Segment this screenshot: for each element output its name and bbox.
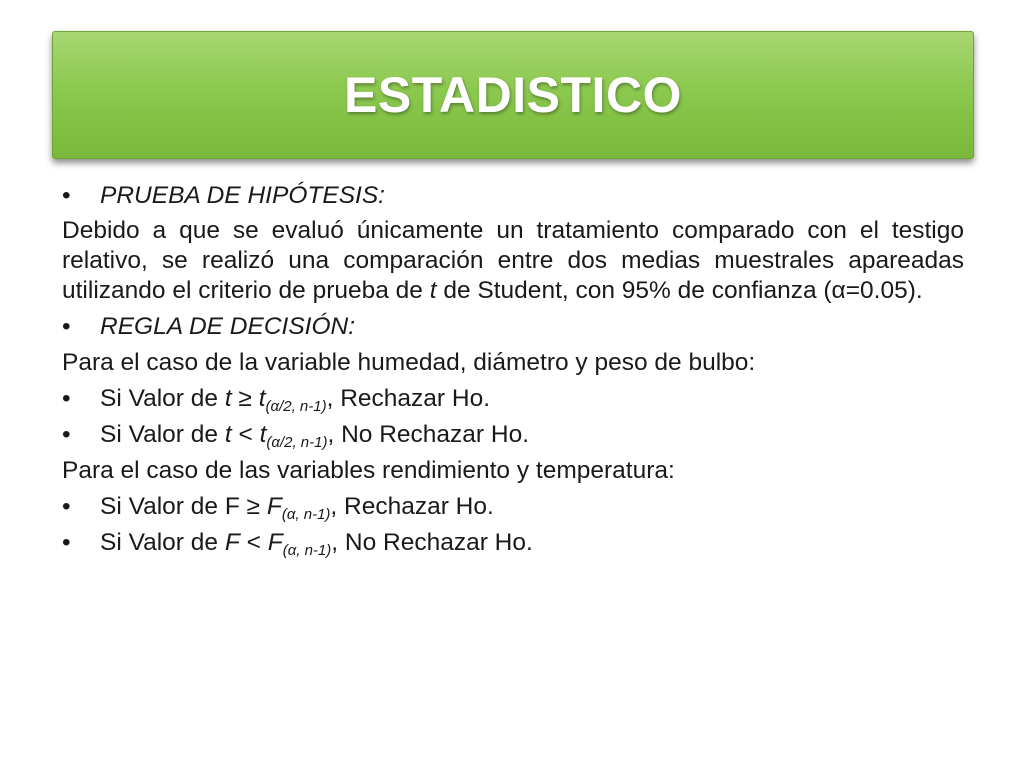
paragraph-variable: t (429, 277, 437, 304)
title-banner (52, 31, 974, 159)
rule-item (62, 383, 964, 414)
case-text: Para el caso de las variables rendimiento y temperatura: (62, 457, 675, 484)
hypothesis-paragraph (62, 216, 964, 306)
bullet-icon: • (62, 385, 71, 412)
slide-body (62, 180, 964, 563)
bullet-decision-heading (62, 311, 964, 342)
rule-text: Si Valor de $F \ge F_{(\alpha, n-1)}$, Rechazar Ho. (100, 493, 494, 523)
rule-item (62, 527, 964, 558)
bullet-icon: • (62, 529, 71, 556)
paragraph-text-end: de Student, con 95% de confianza (α=0.05). (436, 277, 923, 304)
section-heading: PRUEBA DE HIPÓTESIS: (100, 182, 385, 209)
rule-text: Si Valor de $t \ge t_{(\alpha/2, n-1)}$, Rechazar Ho. (100, 385, 491, 415)
bullet-icon: • (62, 313, 71, 340)
bullet-icon: • (62, 493, 71, 520)
paragraph-text-start: Debido a que se evaluó únicamente un tratamiento comparado con el testigo relativo, se realizó una comparación entre dos medias muestrales apareadas utilizando el criterio de prueba de (62, 217, 964, 304)
bullet-icon: • (62, 182, 71, 209)
rule-item (62, 419, 964, 450)
bullet-icon: • (62, 421, 71, 448)
bullet-hypothesis-heading (62, 180, 964, 211)
case-text: Para el caso de la variable humedad, diámetro y peso de bulbo: (62, 349, 756, 376)
slide-title: ESTADISTICO (344, 67, 682, 123)
rule-text: Si Valor de $t < t_{(\alpha/2, n-1)}$, No Rechazar Ho. (100, 421, 529, 451)
rule-item (62, 491, 964, 522)
section-heading: REGLA DE DECISIÓN: (100, 313, 356, 340)
rule-text: Si Valor de $F < F_{(\alpha, n-1)}$, No Rechazar Ho. (100, 529, 533, 559)
